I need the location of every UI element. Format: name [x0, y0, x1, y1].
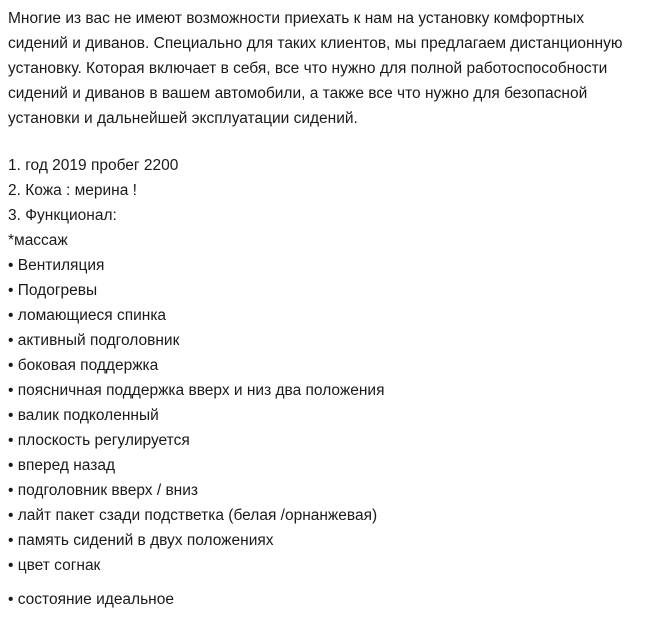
intro-line: установку. Которая включает в себя, все что нужно для полной работоспособности [8, 60, 608, 77]
intro-line: установки и дальнейшей эксплуатации сидений. [8, 110, 358, 127]
list-item: • Вентиляция [8, 257, 105, 274]
list-item: 2. Кожа : мерина ! [8, 182, 137, 199]
list-item: • вперед назад [8, 457, 116, 474]
list-item: • плоскость регулируется [8, 432, 190, 449]
list-item: • поясничная поддержка вверх и низ два положения [8, 382, 385, 399]
condition-line: • состояние идеальное [8, 591, 174, 608]
list-item: 3. Функционал: [8, 207, 117, 224]
list-item: • валик подколенный [8, 407, 159, 424]
list-item: 1. год 2019 пробег 2200 [8, 157, 179, 174]
intro-paragraph [8, 6, 650, 131]
list-item: *массаж [8, 232, 68, 249]
list-item: • боковая поддержка [8, 357, 159, 374]
list-item: • активный подголовник [8, 332, 180, 349]
intro-line: сидений и диванов. Специально для таких клиентов, мы предлагаем дистанционную [8, 35, 623, 52]
intro-line: Многие из вас не имеют возможности приехать к нам на установку комфортных [8, 10, 585, 27]
intro-line: сидений и диванов в вашем автомобили, а также все что нужно для безопасной [8, 85, 588, 102]
list-item: • ломающиеся спинка [8, 307, 167, 324]
list-item: • лайт пакет сзади подстветка (белая /орнанжевая) [8, 507, 378, 524]
feature-list [8, 153, 650, 578]
list-item: • Подогревы [8, 282, 98, 299]
list-item: • цвет согнак [8, 557, 101, 574]
list-item: • память сидений в двух положениях [8, 532, 274, 549]
list-item: • подголовник вверх / вниз [8, 482, 199, 499]
